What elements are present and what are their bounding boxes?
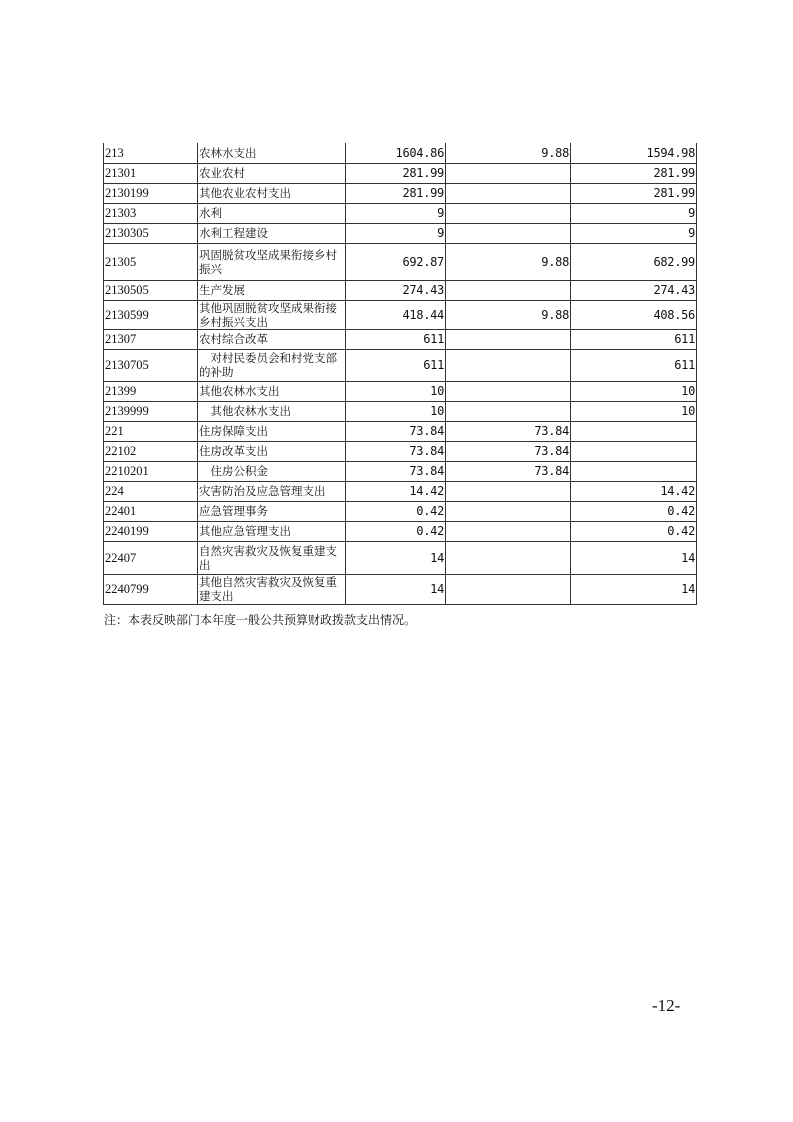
subject-name-cell: 巩固脱贫攻坚成果衔接乡村振兴 (198, 243, 346, 280)
table-row (104, 223, 697, 243)
subject-code-cell: 2240199 (104, 521, 198, 541)
total-cell: 9 (346, 223, 446, 243)
table-row (104, 280, 697, 300)
total-cell: 1604.86 (346, 143, 446, 163)
subject-name-cell: 其他自然灾害救灾及恢复重建支出 (198, 574, 346, 604)
basic-expenditure-cell: 9.88 (446, 143, 571, 163)
subject-name-cell: 其他巩固脱贫攻坚成果衔接乡村振兴支出 (198, 300, 346, 329)
basic-expenditure-cell (446, 481, 571, 501)
subject-code-cell: 224 (104, 481, 198, 501)
basic-expenditure-cell (446, 329, 571, 349)
total-cell: 0.42 (346, 521, 446, 541)
expenditure-table (103, 143, 697, 605)
subject-name-cell: 自然灾害救灾及恢复重建支出 (198, 541, 346, 574)
table-row (104, 461, 697, 481)
subject-code-cell: 21301 (104, 163, 198, 183)
project-expenditure-cell: 1594.98 (571, 143, 697, 163)
basic-expenditure-cell: 9.88 (446, 300, 571, 329)
subject-name-cell: 农业农村 (198, 163, 346, 183)
subject-name-cell: 住房公积金 (198, 461, 346, 481)
subject-code-cell: 21399 (104, 381, 198, 401)
table-row (104, 163, 697, 183)
basic-expenditure-cell (446, 223, 571, 243)
total-cell: 611 (346, 329, 446, 349)
basic-expenditure-cell (446, 541, 571, 574)
project-expenditure-cell: 10 (571, 381, 697, 401)
subject-name-cell: 对村民委员会和村党支部的补助 (198, 349, 346, 381)
subject-code-cell: 21303 (104, 203, 198, 223)
project-expenditure-cell: 682.99 (571, 243, 697, 280)
basic-expenditure-cell: 73.84 (446, 441, 571, 461)
basic-expenditure-cell (446, 521, 571, 541)
project-expenditure-cell: 9 (571, 223, 697, 243)
project-expenditure-cell: 281.99 (571, 163, 697, 183)
project-expenditure-cell: 14 (571, 574, 697, 604)
basic-expenditure-cell (446, 203, 571, 223)
subject-code-cell: 2139999 (104, 401, 198, 421)
project-expenditure-cell: 9 (571, 203, 697, 223)
subject-name-cell: 住房改革支出 (198, 441, 346, 461)
subject-code-cell: 22102 (104, 441, 198, 461)
subject-name-cell: 其他农林水支出 (198, 381, 346, 401)
total-cell: 14 (346, 541, 446, 574)
total-cell: 281.99 (346, 183, 446, 203)
basic-expenditure-cell (446, 501, 571, 521)
total-cell: 73.84 (346, 461, 446, 481)
table-row (104, 401, 697, 421)
total-cell: 9 (346, 203, 446, 223)
table-row (104, 203, 697, 223)
table-row (104, 481, 697, 501)
basic-expenditure-cell (446, 349, 571, 381)
table-row (104, 183, 697, 203)
table-row (104, 521, 697, 541)
table-row (104, 300, 697, 329)
subject-code-cell: 221 (104, 421, 198, 441)
basic-expenditure-cell: 73.84 (446, 461, 571, 481)
project-expenditure-cell: 0.42 (571, 521, 697, 541)
subject-code-cell: 2130199 (104, 183, 198, 203)
table-note: 注：本表反映部门本年度一般公共预算财政拨款支出情况。 (104, 613, 417, 627)
project-expenditure-cell: 611 (571, 329, 697, 349)
subject-code-cell: 2210201 (104, 461, 198, 481)
project-expenditure-cell: 14 (571, 541, 697, 574)
subject-code-cell: 2130599 (104, 300, 198, 329)
project-expenditure-cell: 10 (571, 401, 697, 421)
subject-name-cell: 水利 (198, 203, 346, 223)
project-expenditure-cell: 281.99 (571, 183, 697, 203)
total-cell: 692.87 (346, 243, 446, 280)
subject-code-cell: 2130505 (104, 280, 198, 300)
total-cell: 10 (346, 401, 446, 421)
table-row (104, 329, 697, 349)
subject-code-cell: 22407 (104, 541, 198, 574)
subject-code-cell: 21305 (104, 243, 198, 280)
subject-code-cell: 22401 (104, 501, 198, 521)
table-row (104, 349, 697, 381)
subject-name-cell: 农林水支出 (198, 143, 346, 163)
basic-expenditure-cell (446, 574, 571, 604)
total-cell: 418.44 (346, 300, 446, 329)
table-row (104, 243, 697, 280)
project-expenditure-cell (571, 421, 697, 441)
basic-expenditure-cell: 9.88 (446, 243, 571, 280)
table-row (104, 381, 697, 401)
basic-expenditure-cell (446, 183, 571, 203)
project-expenditure-cell (571, 461, 697, 481)
subject-code-cell: 213 (104, 143, 198, 163)
project-expenditure-cell: 408.56 (571, 300, 697, 329)
total-cell: 274.43 (346, 280, 446, 300)
total-cell: 10 (346, 381, 446, 401)
total-cell: 14.42 (346, 481, 446, 501)
table-row (104, 441, 697, 461)
project-expenditure-cell: 611 (571, 349, 697, 381)
table-row (104, 501, 697, 521)
subject-name-cell: 生产发展 (198, 280, 346, 300)
project-expenditure-cell (571, 441, 697, 461)
subject-code-cell: 2130705 (104, 349, 198, 381)
basic-expenditure-cell (446, 381, 571, 401)
subject-code-cell: 2130305 (104, 223, 198, 243)
basic-expenditure-cell (446, 163, 571, 183)
total-cell: 611 (346, 349, 446, 381)
project-expenditure-cell: 274.43 (571, 280, 697, 300)
subject-name-cell: 水利工程建设 (198, 223, 346, 243)
total-cell: 73.84 (346, 421, 446, 441)
table-row (104, 541, 697, 574)
table-row (104, 143, 697, 163)
total-cell: 14 (346, 574, 446, 604)
basic-expenditure-cell (446, 280, 571, 300)
subject-code-cell: 21307 (104, 329, 198, 349)
total-cell: 73.84 (346, 441, 446, 461)
subject-name-cell: 其他农业农村支出 (198, 183, 346, 203)
project-expenditure-cell: 14.42 (571, 481, 697, 501)
table-row (104, 421, 697, 441)
page-number: -12- (652, 996, 681, 1015)
subject-name-cell: 其他农林水支出 (198, 401, 346, 421)
subject-name-cell: 应急管理事务 (198, 501, 346, 521)
total-cell: 281.99 (346, 163, 446, 183)
subject-name-cell: 农村综合改革 (198, 329, 346, 349)
subject-name-cell: 灾害防治及应急管理支出 (198, 481, 346, 501)
subject-code-cell: 2240799 (104, 574, 198, 604)
table-row (104, 574, 697, 604)
subject-name-cell: 其他应急管理支出 (198, 521, 346, 541)
basic-expenditure-cell (446, 401, 571, 421)
subject-name-cell: 住房保障支出 (198, 421, 346, 441)
basic-expenditure-cell: 73.84 (446, 421, 571, 441)
total-cell: 0.42 (346, 501, 446, 521)
project-expenditure-cell: 0.42 (571, 501, 697, 521)
